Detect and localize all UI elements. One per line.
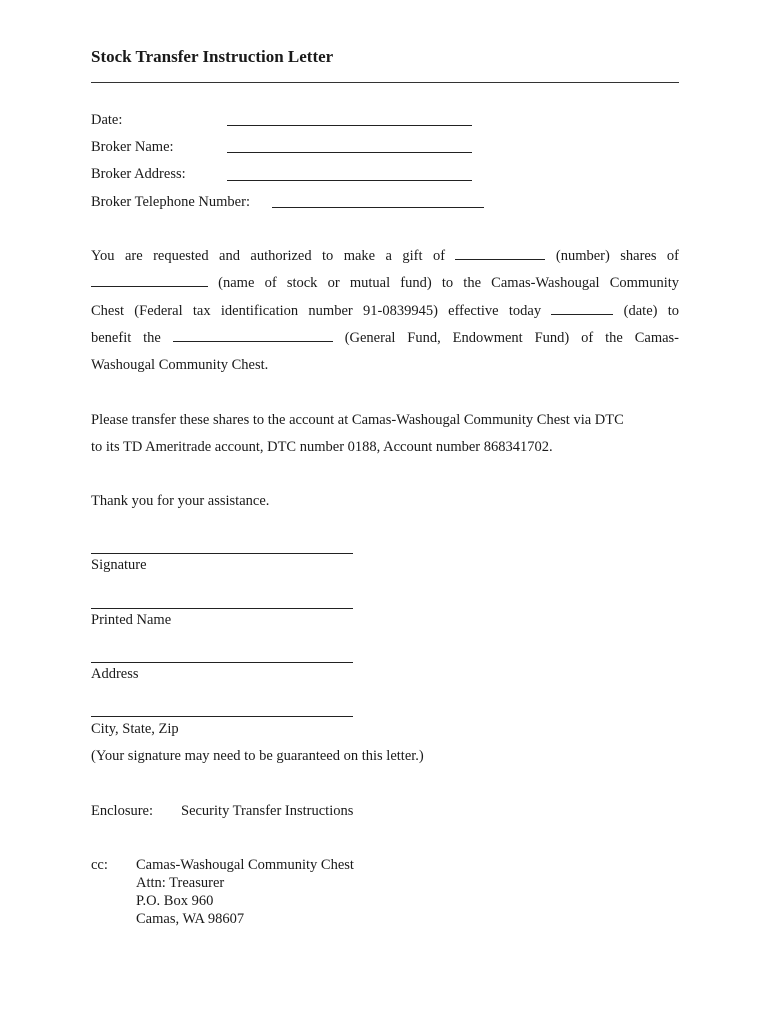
city-state-zip-field[interactable]	[91, 716, 353, 717]
broker-name-label: Broker Name:	[91, 139, 174, 155]
signature-label: Signature	[91, 557, 147, 573]
fund-field[interactable]	[173, 327, 333, 342]
cc-line-1: Camas-Washougal Community Chest	[136, 857, 354, 873]
gift-text-2: (number) shares of	[555, 248, 679, 264]
effective-date-field[interactable]	[551, 300, 613, 315]
city-state-zip-label: City, State, Zip	[91, 721, 179, 737]
thanks-text: Thank you for your assistance.	[91, 493, 270, 509]
cc-label: cc:	[91, 857, 108, 873]
signature-note: (Your signature may need to be guaranteed on this letter.)	[91, 748, 424, 764]
transfer-line-1: Please transfer these shares to the account at Camas-Washougal Community Chest via DTC	[91, 412, 624, 428]
gift-text-1: You are requested and authorized to make a gift of	[91, 248, 446, 264]
gift-paragraph	[91, 243, 679, 379]
broker-phone-label: Broker Telephone Number:	[91, 194, 250, 210]
enclosure-label: Enclosure:	[91, 803, 154, 819]
gift-text-8: Washougal Community Chest.	[91, 357, 269, 374]
title-divider	[91, 82, 679, 83]
transfer-line-2: to its TD Ameritrade account, DTC number 0188, Account number 868341702.	[91, 439, 553, 455]
printed-name-field[interactable]	[91, 608, 353, 609]
signature-field[interactable]	[91, 553, 353, 554]
gift-text-4: Chest (Federal tax identification number 91-0839945) effective today	[91, 302, 542, 319]
broker-name-field[interactable]	[227, 152, 472, 153]
gift-text-3: (name of stock or mutual fund) to the Camas-Washougal Community	[218, 275, 680, 292]
cc-line-3: P.O. Box 960	[136, 893, 214, 909]
gift-text-7: (General Fund, Endowment Fund) of the Camas-	[344, 329, 680, 346]
gift-text-5: (date) to	[623, 302, 680, 319]
printed-name-label: Printed Name	[91, 612, 172, 628]
shares-number-field[interactable]	[455, 245, 545, 260]
cc-line-4: Camas, WA 98607	[136, 911, 245, 927]
enclosure-value: Security Transfer Instructions	[181, 803, 354, 819]
broker-address-label: Broker Address:	[91, 166, 186, 182]
broker-address-field[interactable]	[227, 180, 472, 181]
broker-phone-field[interactable]	[272, 207, 484, 208]
address-field[interactable]	[91, 662, 353, 663]
stock-name-field[interactable]	[91, 272, 208, 287]
date-label: Date:	[91, 112, 123, 128]
gift-text-6: benefit the	[91, 329, 161, 346]
page-title: Stock Transfer Instruction Letter	[91, 47, 334, 66]
date-field[interactable]	[227, 125, 472, 126]
address-label: Address	[91, 666, 139, 682]
cc-line-2: Attn: Treasurer	[136, 875, 225, 891]
